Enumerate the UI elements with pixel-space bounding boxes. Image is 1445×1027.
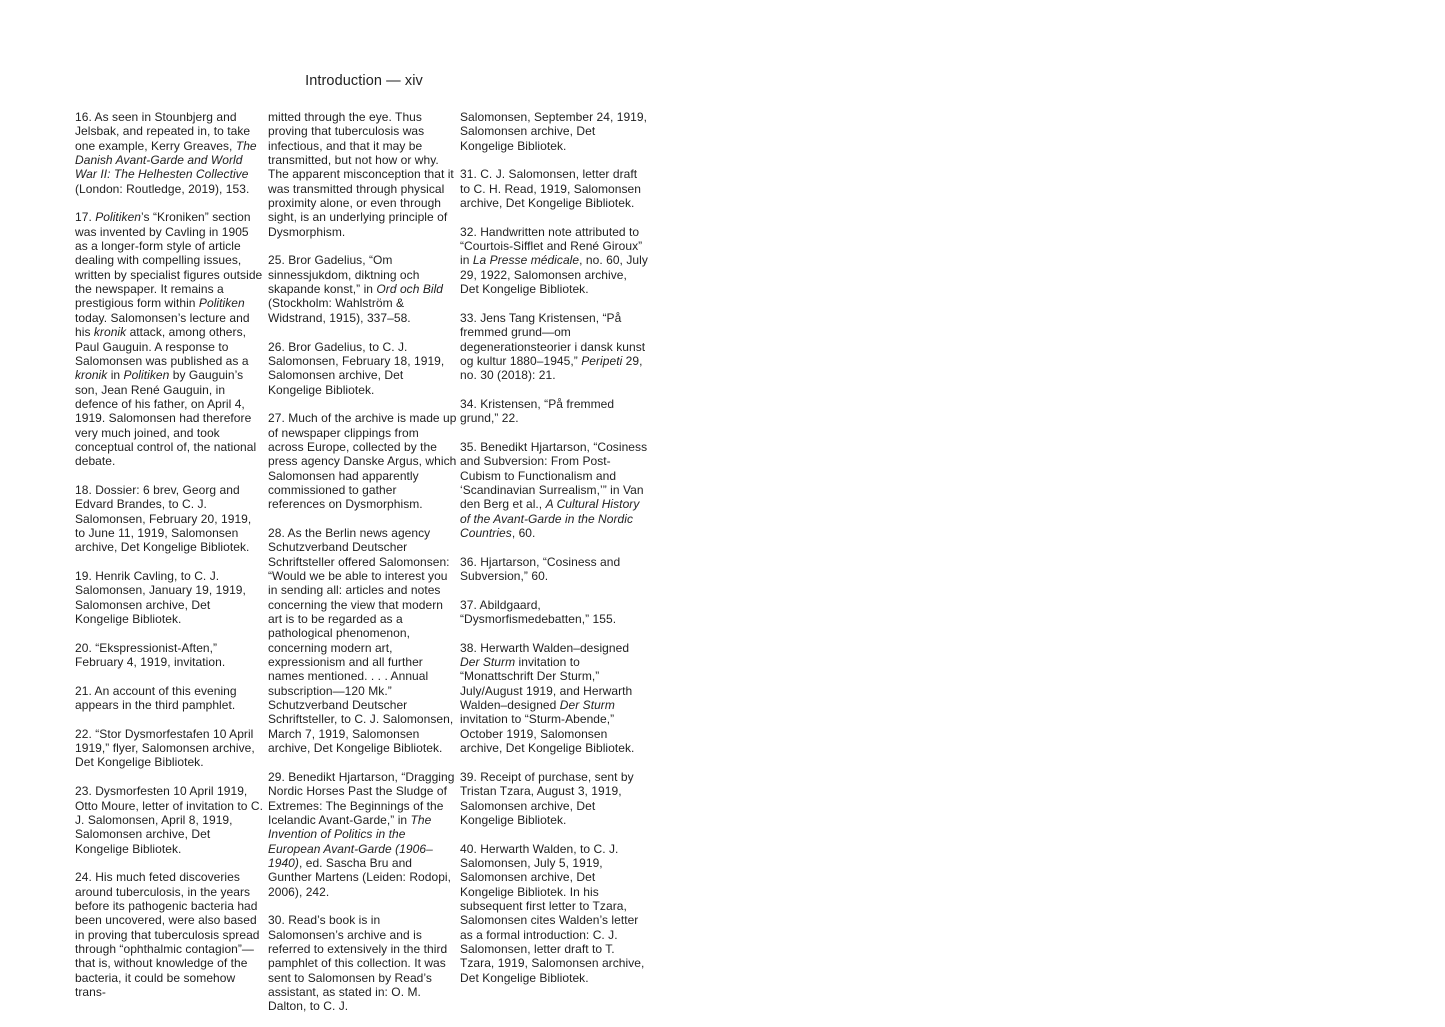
notes-column — [460, 110, 649, 999]
footnote: 35. Benedikt Hjartarson, “Cosiness and Subversion: From Post-Cubism to Functionalism and ‘Scandinavian Surrealism,’” in Van den Berg et al., A Cultural History of the Avant-Garde in the Nordic Countries, 60. — [460, 439, 648, 540]
footnote: 19. Henrik Cavling, to C. J. Salomonsen, January 19, 1919, Salomonsen archive, Det Kongelige Bibliotek. — [75, 569, 246, 627]
footnote: 24. His much feted discoveries around tuberculosis, in the years before its pathogenic bacteria had been uncovered, were also based in proving that tuberculosis spread through “ophthalmic contagion”—that is, without knowledge of the bacteria, it could be somehow trans- — [75, 870, 260, 999]
footnote: 30. Read’s book is in Salomonsen’s archive and is referred to extensively in the third pamphlet of this collection. It was sent to Salomonsen by Read’s assistant, as stated in: O. M. Dalton, to C. J. — [268, 913, 448, 1014]
footnote: 26. Bror Gadelius, to C. J. Salomonsen, February 18, 1919, Salomonsen archive, Det Kongelige Bibliotek. — [268, 339, 445, 397]
notes-column — [268, 110, 457, 1027]
notes-column — [75, 110, 264, 1014]
footnote: 21. An account of this evening appears in the third pamphlet. — [75, 683, 237, 713]
footnote: 34. Kristensen, “På fremmed grund,” 22. — [460, 396, 615, 426]
footnote: 25. Bror Gadelius, “Om sinnessjukdom, diktning och skapande konst,” in Ord och Bild (Stockholm: Wahlström & Widstrand, 1915), 337–58. — [268, 253, 444, 325]
footnote: 27. Much of the archive is made up of newspaper clippings from across Europe, collected by the press agency Danske Argus, which Salomonsen had apparently commissioned to gather references on Dysmorphism. — [268, 411, 457, 512]
footnote: 23. Dysmorfesten 10 April 1919, Otto Moure, letter of invitation to C. J. Salomonsen, April 8, 1919, Salomonsen archive, Det Kongelige Bibliotek. — [75, 784, 263, 856]
footnote: 32. Handwritten note attributed to “Courtois-Sifflet and René Giroux” in La Presse médicale, no. 60, July 29, 1922, Salomonsen archive, Det Kongelige Bibliotek. — [460, 224, 648, 297]
footnote: 40. Herwarth Walden, to C. J. Salomonsen, July 5, 1919, Salomonsen archive, Det Kongelige Bibliotek. In his subsequent first letter to Tzara, Salomonsen cites Walden’s letter as a formal introduction: C. J. Salomonsen, letter draft to T. Tzara, 1919, Salomonsen archive, Det Kongelige Bibliotek. — [460, 841, 645, 985]
footnote: 33. Jens Tang Kristensen, “På fremmed grund—om degenerationsteorier i dansk kunst og kultur 1880–1945,” Peripeti 29, no. 30 (2018): 21. — [460, 310, 646, 383]
footnote: Salomonsen, September 24, 1919, Salomonsen archive, Det Kongelige Bibliotek. — [460, 110, 648, 153]
footnote: 18. Dossier: 6 brev, Georg and Edvard Brandes, to C. J. Salomonsen, February 20, 1919, to June 11, 1919, Salomonsen archive, Det Kongelige Bibliotek. — [75, 482, 252, 555]
footnote: 39. Receipt of purchase, sent by Tristan Tzara, August 3, 1919, Salomonsen archive, Det Kongelige Bibliotek. — [460, 769, 634, 827]
footnote: 29. Benedikt Hjartarson, “Dragging Nordic Horses Past the Sludge of Extremes: The Beginnings of the Icelandic Avant-Garde,” in The Invention of Politics in the European Avant-Garde (1906–1940), ed. Sascha Bru and Gunther Martens (Leiden: Rodopi, 2006), 242. — [268, 769, 455, 899]
footnote: 28. As the Berlin news agency Schutzverband Deutscher Schriftsteller offered Salomonsen: “Would we be able to interest you in sending all: articles and notes concerning the view that modern art is to be regarded as a pathological phenomenon, concerning modern art, expressionism and all further names mentioned. . . . Annual subscription—120 Mk.” Schutzverband Deutscher Schriftsteller, to C. J. Salomonsen, March 7, 1919, Salomonsen archive, Det Kongelige Bibliotek. — [268, 525, 454, 756]
footnote: 31. C. J. Salomonsen, letter draft to C. H. Read, 1919, Salomonsen archive, Det Kongelige Bibliotek. — [460, 167, 641, 211]
footnote: 37. Abildgaard, “Dysmorfismedebatten,” 155. — [460, 597, 617, 627]
footnote: 22. “Stor Dysmorfestafen 10 April 1919,” flyer, Salomonsen archive, Det Kongelige Bibliotek. — [75, 726, 255, 770]
footnote: 16. As seen in Stounbjerg and Jelsbak, and repeated in, to take one example, Kerry Greaves, The Danish Avant-Garde and World War II: The Helhesten Collective (London: Routledge, 2019), 153. — [75, 110, 257, 196]
footnote: 36. Hjartarson, “Cosiness and Subversion,” 60. — [460, 554, 621, 583]
footnote: mitted through the eye. Thus proving that tuberculosis was infectious, and that it may be transmitted, but not how or why. The apparent misconception that it was transmitted through physical proximity alone, or even through sight, is an underlying principle of Dysmorphism. — [268, 110, 454, 239]
footnote: 17. Politiken’s “Kroniken” section was invented by Cavling in 1905 as a longer-form style of article dealing with compelling issues, written by specialist figures outside the newspaper. It remains a prestigious form within Politiken today. Salomonsen’s lecture and his kronik attack, among others, Paul Gauguin. A response to Salomonsen was published as a kronik in Politiken by Gauguin’s son, Jean René Gauguin, in defence of his father, on April 4, 1919. Salomonsen had therefore very much joined, and took conceptual control of, the national debate. — [75, 210, 263, 469]
page-title: Introduction — xiv — [305, 73, 423, 89]
footnote: 38. Herwarth Walden–designed Der Sturm invitation to “Monattschrift Der Sturm,” July/August 1919, and Herwarth Walden–designed Der Sturm invitation to “Sturm-Abende,” October 1919, Salomonsen archive, Det Kongelige Bibliotek. — [460, 640, 635, 756]
footnote: 20. “Ekspressionist-Aften,” February 4, 1919, invitation. — [75, 640, 226, 670]
